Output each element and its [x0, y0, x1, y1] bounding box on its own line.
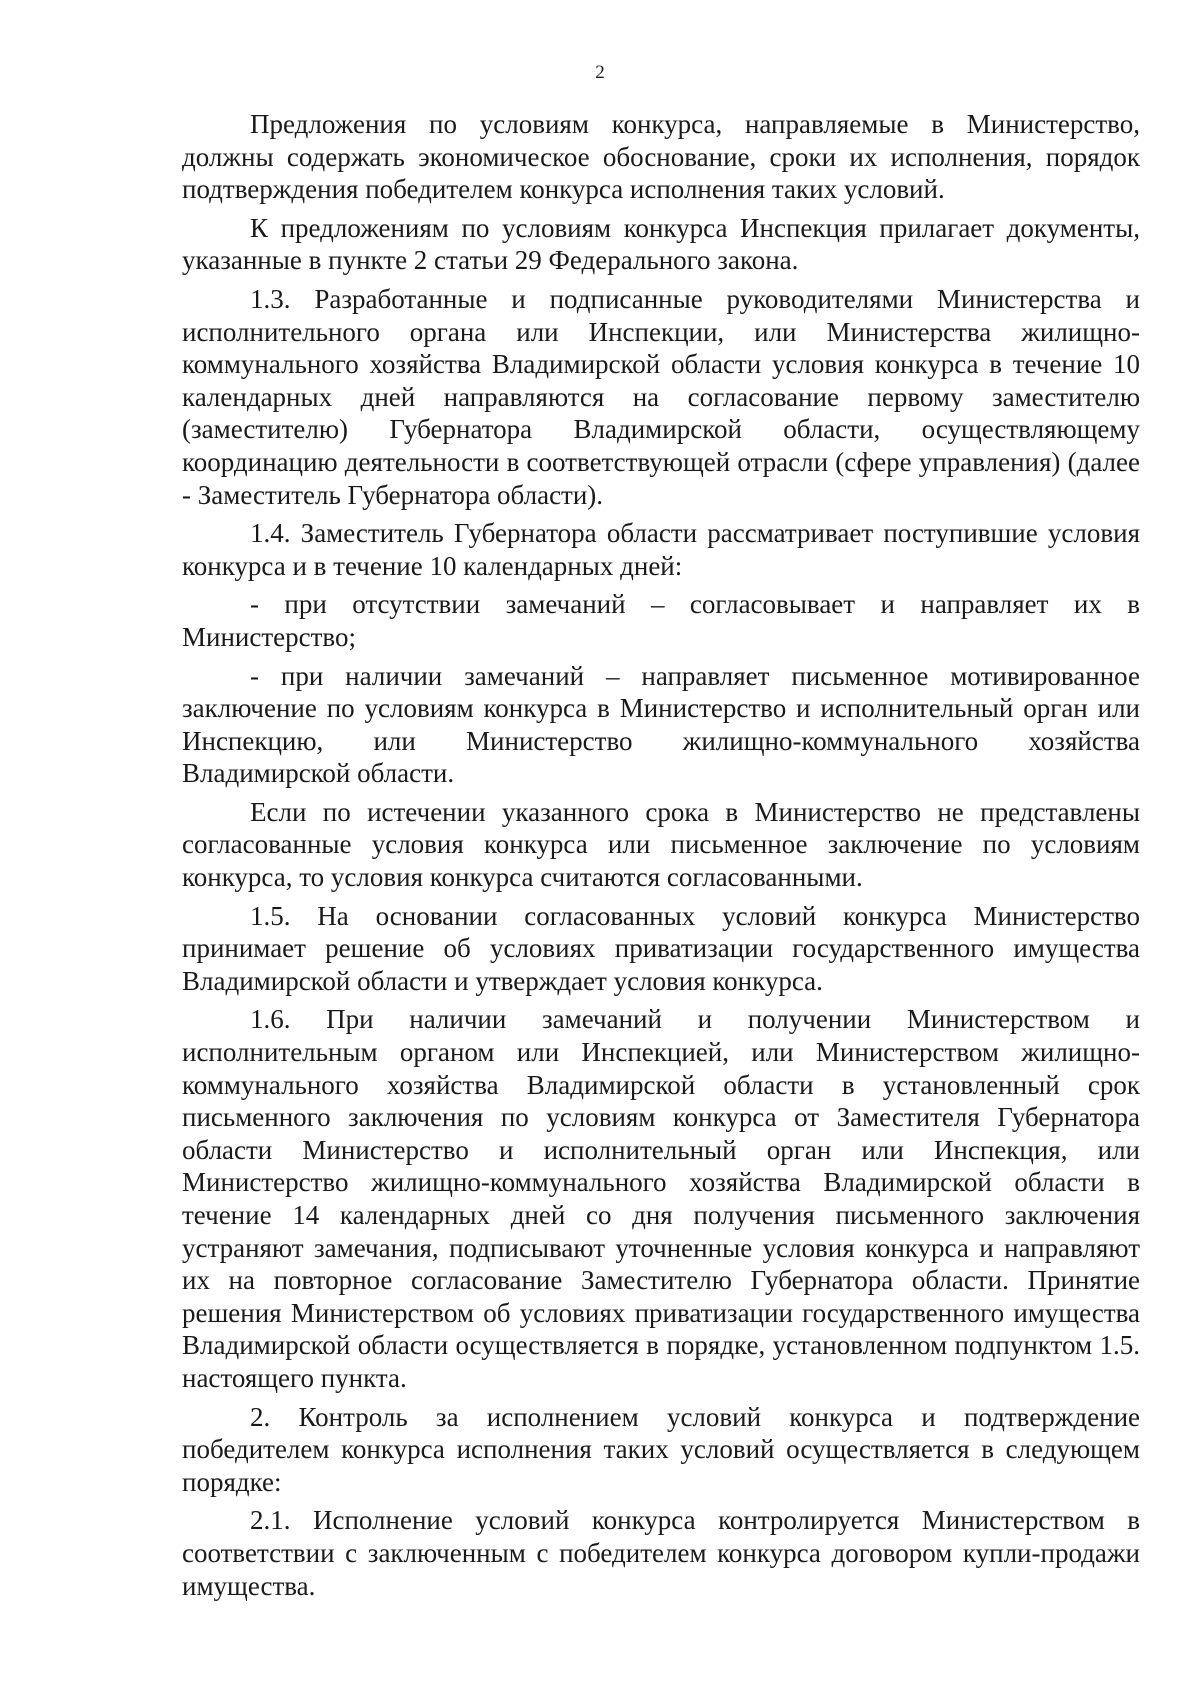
paragraph-proposals: Предложения по условиям конкурса, направляемые в Министерство, должны содержать экономическое обоснование, сроки их исполнения, порядок подтверждения победителем конкурса исполнения таких условий. — [182, 109, 1140, 205]
paragraph-1-6: 1.6. При наличии замечаний и получении Министерством и исполнительным органом или Инспекцией, или Министерством жилищно-коммунального хозяйства Владимирской области в установленный срок письменного заключения по условиям конкурса от Заместителя Губернатора области Министерство и исполнительный орган или Инспекция, или Министерство жилищно-коммунального хозяйства Владимирской области в течение 14 календарных дней со дня получения письменного заключения устраняют замечания, подписывают уточненные условия конкурса и направляют их на повторное согласование Заместителю Губернатора области. Принятие решения Министерством об условиях приватизации государственного имущества Владимирской области осуществляется в порядке, установленном подпунктом 1.5. настоящего пункта. — [182, 1004, 1140, 1393]
paragraph-1-4: 1.4. Заместитель Губернатора области рассматривает поступившие условия конкурса и в течение 10 календарных дней: — [182, 518, 1140, 581]
paragraph-deadline-expired: Если по истечении указанного срока в Министерство не представлены согласованные условия конкурса или письменное заключение по условиям конкурса, то условия конкурса считаются согласованными. — [182, 796, 1140, 893]
paragraph-1-3: 1.3. Разработанные и подписанные руководителями Министерства и исполнительного органа или Инспекции, или Министерства жилищно-коммунального хозяйства Владимирской области условия конкурса в течение 10 календарных дней направляются на согласование первому заместителю (заместителю) Губернатора Владимирской области, осуществляющему координацию деятельности в соответствующей отрасли (сфере управления) (далее - Заместитель Губернатора области). — [182, 283, 1140, 510]
paragraph-inspection-documents: К предложениям по условиям конкурса Инспекция прилагает документы, указанные в пункте 2 статьи 29 Федерального закона. — [182, 212, 1140, 276]
page-number: 2 — [595, 62, 605, 83]
list-item-with-remarks: - при наличии замечаний – направляет письменное мотивированное заключение по условиям конкурса в Министерство и исполнительный орган или Инспекцию, или Министерство жилищно-коммунального хозяйства Владимирской области. — [182, 660, 1140, 789]
paragraph-2-1: 2.1. Исполнение условий конкурса контролируется Министерством в соответствии с заключенным с победителем конкурса договором купли-продажи имущества. — [182, 1505, 1140, 1601]
paragraph-2: 2. Контроль за исполнением условий конкурса и подтверждение победителем конкурса исполнения таких условий осуществляется в следующем порядке: — [182, 1401, 1140, 1497]
list-item-no-remarks: - при отсутствии замечаний – согласовывает и направляет их в Министерство; — [182, 589, 1140, 652]
document-body — [182, 108, 1140, 1602]
paragraph-1-5: 1.5. На основании согласованных условий конкурса Министерство принимает решение об условиях приватизации государственного имущества Владимирской области и утверждает условия конкурса. — [182, 900, 1140, 996]
